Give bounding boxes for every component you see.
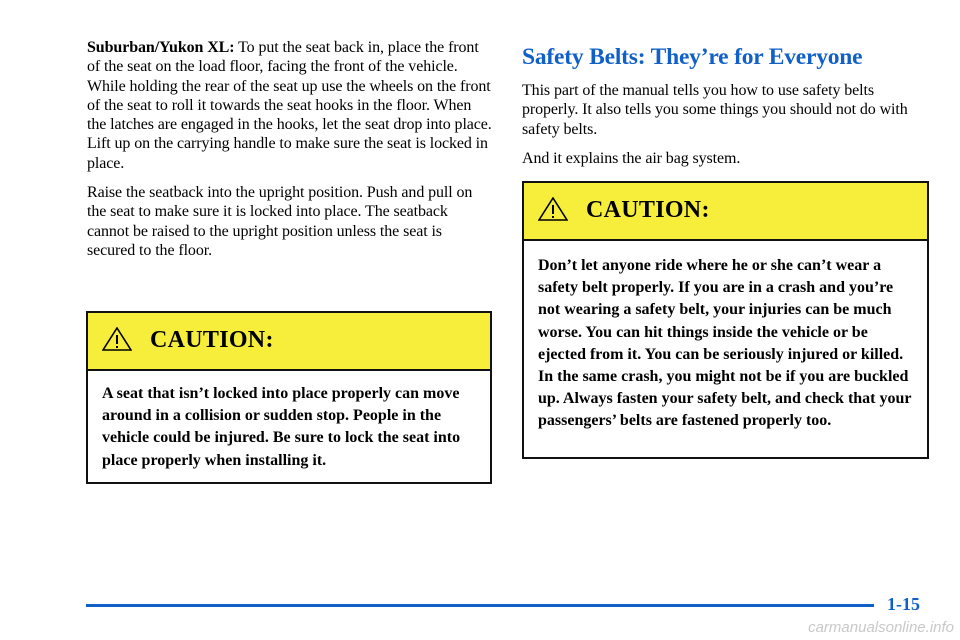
caution-box-seat	[86, 311, 492, 484]
caution-text: Don’t let anyone ride where he or she can’t wear a safety belt properly. If you are in a crash and you’re not wearing a safety belt, your injuries can be much worse. You can hit things inside the vehicle or be ejected from it. You can be seriously injured or killed. In the same crash, you might not be if you are buckled up. Always fasten your safety belt, and check that your passengers’ belts are fastened properly too.	[538, 257, 912, 430]
seat-install-text: To put the seat back in, place the front of the seat on the load floor, facing the front of the vehicle. While holding the rear of the seat up use the wheels on the front of the seat to roll it towards the seat hooks in the floor. When the latches are engaged in the hooks, let the seat drop into place. Lift up on the carrying handle to make sure the seat is locked in place.	[87, 39, 492, 172]
airbag-paragraph: And it explains the air bag system.	[522, 149, 741, 167]
warning-triangle-icon	[538, 197, 568, 221]
seat-install-paragraph	[87, 38, 493, 173]
caution-text: A seat that isn’t locked into place properly can move around in a collision or sudden stop. People in the vehicle could be injured. Be sure to lock the seat into place properly when installing it.	[102, 385, 461, 469]
intro-paragraph: This part of the manual tells you how to use safety belts properly. It also tells you some things you should not do with safety belts.	[522, 82, 908, 138]
caution-title: CAUTION:	[150, 327, 274, 353]
caution-box-belts	[522, 181, 929, 459]
caution-header	[88, 313, 490, 371]
seatback-paragraph: Raise the seatback into the upright position. Push and pull on the seat to make sure it is locked into place. The seatback cannot be raised to the upright position unless the seat is secured to the floor.	[87, 184, 473, 259]
watermark: carmanualsonline.info	[808, 619, 954, 636]
right-column	[522, 40, 930, 178]
model-lead-label: Suburban/Yukon XL:	[87, 39, 235, 56]
warning-triangle-icon	[102, 327, 132, 351]
caution-title: CAUTION:	[586, 197, 710, 223]
section-heading: Safety Belts: They’re for Everyone	[522, 44, 863, 70]
caution-header	[524, 183, 927, 241]
footer-rule	[86, 604, 874, 607]
page-number: 1-15	[887, 594, 920, 614]
left-column	[87, 38, 493, 270]
